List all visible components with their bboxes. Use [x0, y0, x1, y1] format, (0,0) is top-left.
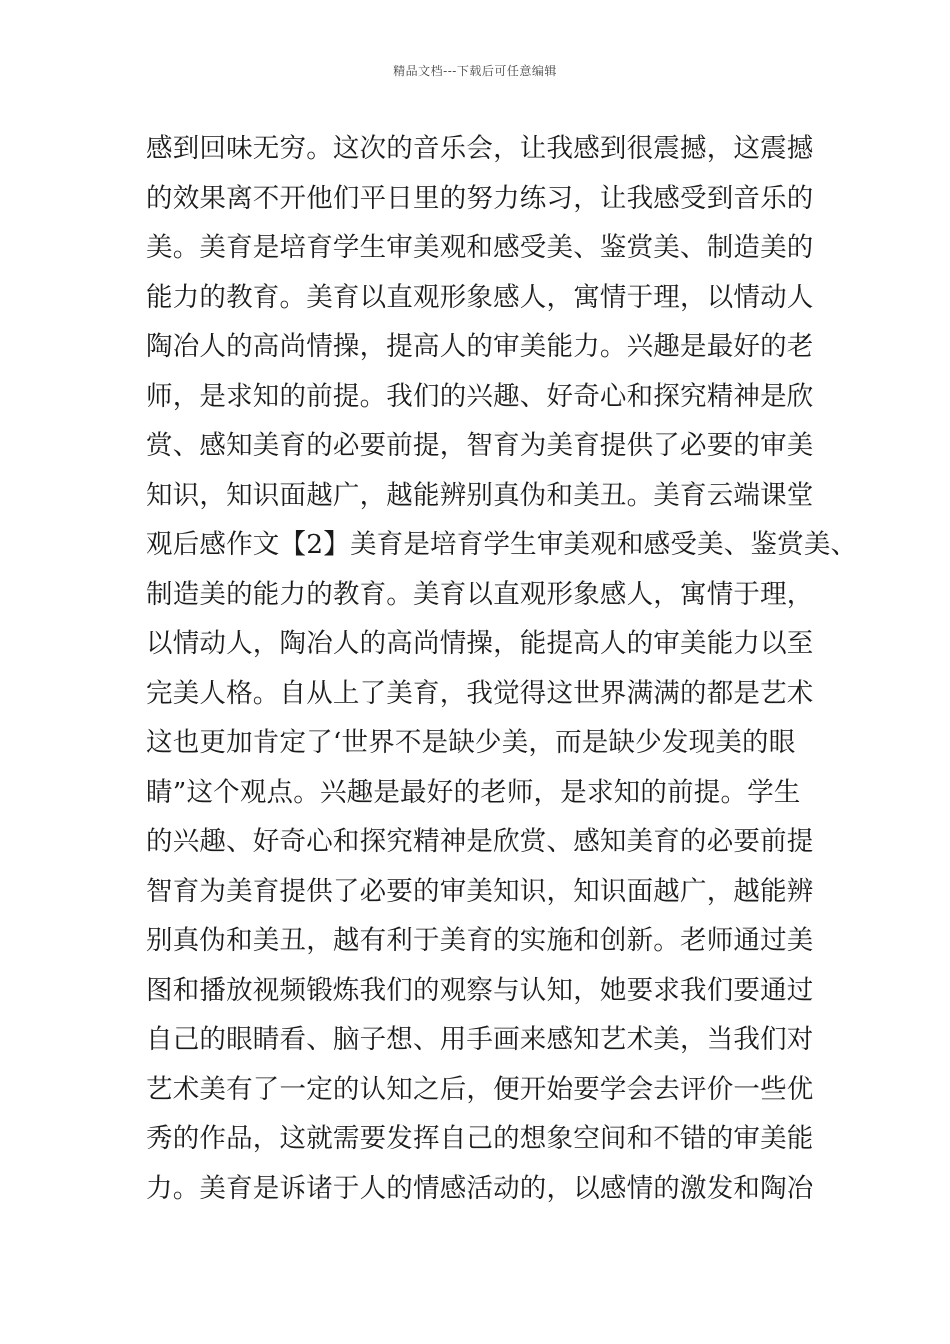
text-line: 睛”这个观点。兴趣是最好的老师，是求知的前提。学生 — [146, 776, 801, 808]
text-line: 师，是求知的前提。我们的兴趣、好奇心和探究精神是欣 — [146, 380, 814, 412]
body-text — [146, 124, 858, 1213]
text-line: 力。美育是诉诸于人的情感活动的，以感情的激发和陶冶 — [146, 1172, 814, 1204]
page-header: 精品文档---下载后可任意编辑 — [393, 64, 557, 78]
text-line: 观后感作文【2】美育是培育学生审美观和感受美、鉴赏美、 — [146, 529, 858, 560]
text-line: 以情动人，陶冶人的高尚情操，能提高人的审美能力以至 — [146, 628, 814, 659]
text-line: 艺术美有了一定的认知之后，便开始要学会去评价一些优 — [146, 1073, 814, 1105]
text-line: 美。美育是培育学生审美观和感受美、鉴赏美、制造美的 — [146, 232, 814, 263]
text-line: 制造美的能力的教育。美育以直观形象感人，寓情于理， — [146, 578, 814, 610]
text-line: 能力的教育。美育以直观形象感人，寓情于理，以情动人 — [146, 281, 814, 313]
text-line: 赏、感知美育的必要前提，智育为美育提供了必要的审美 — [146, 430, 814, 461]
text-line: 图和播放视频锻炼我们的观察与认知，她要求我们要通过 — [146, 974, 814, 1006]
text-line: 智育为美育提供了必要的审美知识，知识面越广，越能辨 — [146, 875, 814, 907]
text-line: 秀的作品，这就需要发挥自己的想象空间和不错的审美能 — [146, 1123, 814, 1154]
text-line: 完美人格。自从上了美育，我觉得这世界满满的都是艺术 — [146, 677, 814, 709]
text-line: 陶冶人的高尚情操，提高人的审美能力。兴趣是最好的老 — [146, 331, 814, 362]
text-line: 这也更加肯定了‘世界不是缺少美，而是缺少发现美的眼 — [146, 727, 796, 758]
text-line: 的效果离不开他们平日里的努力练习，让我感受到音乐的 — [146, 182, 814, 214]
text-line: 知识，知识面越广，越能辨别真伪和美丑。美育云端课堂 — [146, 479, 814, 511]
text-line: 的兴趣、好奇心和探究精神是欣赏、感知美育的必要前提 — [146, 826, 814, 857]
text-line: 别真伪和美丑，越有利于美育的实施和创新。老师通过美 — [146, 925, 814, 956]
text-line: 感到回味无穷。这次的音乐会，让我感到很震撼，这震撼 — [146, 133, 814, 164]
text-line: 自己的眼睛看、脑子想、用手画来感知艺术美，当我们对 — [146, 1024, 814, 1055]
